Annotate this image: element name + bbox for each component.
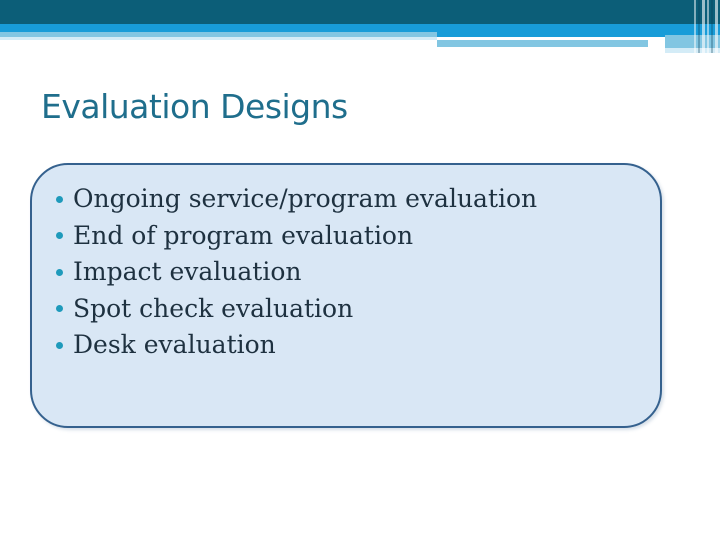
list-item xyxy=(56,291,640,328)
bullet-text: Impact evaluation xyxy=(73,257,302,286)
bullet-dot-icon xyxy=(56,305,63,312)
bullet-list xyxy=(32,165,660,364)
header-vertical-stripes-decoration xyxy=(694,0,720,53)
bullet-dot-icon xyxy=(56,342,63,349)
bullet-text: Desk evaluation xyxy=(73,330,276,359)
bullet-dot-icon xyxy=(56,196,63,203)
header-bar-teal xyxy=(0,0,720,24)
slide-title: Evaluation Designs xyxy=(41,87,348,126)
bullet-text: Ongoing service/program evaluation xyxy=(73,184,538,213)
header-bar-lightblue-right xyxy=(437,40,648,47)
list-item xyxy=(56,181,640,218)
content-box xyxy=(30,163,662,428)
bullet-dot-icon xyxy=(56,232,63,239)
bullet-text: Spot check evaluation xyxy=(73,293,354,323)
list-item xyxy=(56,218,640,255)
list-item xyxy=(56,254,640,291)
bullet-dot-icon xyxy=(56,269,63,276)
list-item xyxy=(56,327,640,364)
header-bar-pale-left xyxy=(0,37,437,40)
bullet-text: End of program evaluation xyxy=(73,220,414,250)
